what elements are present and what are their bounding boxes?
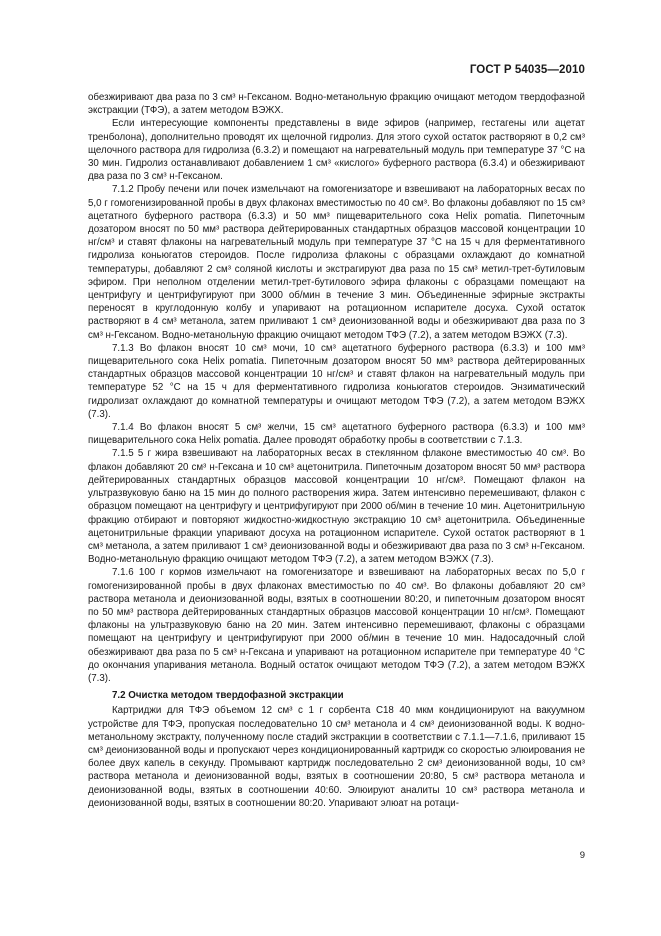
standard-header: ГОСТ Р 54035—2010 — [469, 64, 585, 76]
paragraph-0: обезжиривают два раза по 3 см³ н-Гексаном. Водно-метанольную фракцию очищают методом твердофазной экстракции (ТФЭ), а затем методом ВЭЖХ. — [88, 92, 585, 117]
paragraph-7-1-6: 7.1.6 100 г кормов измельчают на гомогенизаторе и взвешивают на лабораторных весах по 5,0 г гомогенизированной пробы в двух флаконах вместимостью по 40 см³. Во флаконы добавляют 20 см³ раствора метанола и деионизованной воды, взятых в соотношении 80:20, и пипеточным дозатором вносят по 50 мм³ раствора дейтерированных стандартных образцов массовой концентрации 10 нг/см³. Помещают флаконы на ультразвуковую баню на 20 мин. Затем интенсивно перемешивают, флаконы с образцами помещают на центрифугу и центрифугируют при 2000 об/мин в течение 10 мин. Надосадочный слой обезжиривают два раза по 5 см³ н-Гексана и упаривают на ротационном испарителе при температуре 40 °С до окончания упаривания метанола. Водный остаток очищают методом ТФЭ (7.2), а затем методом ВЭЖХ (7.3). — [88, 567, 585, 684]
paragraph-1: Если интересующие компоненты представлены в виде эфиров (например, гестагены или ацетат тренболона), дополнительно проводят их щелочной гидролиз. Для этого сухой остаток растворяют в 0,2 см³ щелочного раствора для гидролиза (6.3.2) и помещают на нагревательный модуль при температуре 37 °С на 30 мин. Гидролиз останавливают добавлением 1 см³ «кислого» буферного раствора (6.3.4) и обезжиривают два раза по 3 см³ н-Гексаном. — [88, 118, 585, 183]
paragraph-7-1-3: 7.1.3 Во флакон вносят 10 см³ мочи, 10 см³ ацетатного буферного раствора (6.3.3) и 100 мм³ пищеварительного сока Helix pomatia. Пипеточным дозатором вносят 50 мм³ раствора дейтерированных стандартных образцов массовой концентрации 10 нг/см³ и ставят флакон на нагревательный модуль при температуре 52 °С на 15 ч для ферментативного гидролиза коньюгатов стероидов. Энзиматический гидролизат охлаждают до комнатной температуры и очищают методом ТФЭ (7.2), а затем методом ВЭЖХ (7.3). — [88, 342, 585, 420]
section-heading: 7.2 Очистка методом твердофазной экстракции — [112, 690, 344, 702]
page-number: 9 — [579, 850, 585, 861]
paragraph-7-1-4: 7.1.4 Во флакон вносят 5 см³ желчи, 15 см³ ацетатного буферного раствора (6.3.3) и 100 мм³ пищеварительного сока Helix pomatia. Далее проводят обработку пробы в соответствии с 7.1.3. — [88, 422, 585, 447]
document-body — [88, 91, 585, 810]
paragraph-7-1-5: 7.1.5 5 г жира взвешивают на лабораторных весах в стеклянном флаконе вместимостью 40 см³. Во флакон добавляют 20 см³ н-Гексана и 10 см³ ацетонитрила. Пипеточным дозатором вносят 50 мм³ раствора дейтерированных стандартных образцов массовой концентрации 10 нг/см³. Помещают флакон на ультразвуковую баню на 15 мин до полного растворения жира. Затем интенсивно перемешивают, флакон с образцом помещают на центрифугу и центрифугируют при 2000 об/мин в течение 10 мин. Ацетонитрильную фракцию отбирают и повторяют жидкостно-жидкостную экстракцию 10 см³ ацетонитрила. Объединенные ацетонитрильные фракции упаривают досуха на ротационном испарителе. Сухой остаток растворяют в 1 см³ метанола, а затем приливают 1 см³ деионизованной воды и обезжиривают два раза по 3 см³ н-Гексаном. Водно-метанольную фракцию очищают методом ТФЭ (7.2), а затем методом ВЭЖХ (7.3). — [88, 448, 585, 566]
paragraph-7-2: Картриджи для ТФЭ объемом 12 см³ с 1 г сорбента С18 40 мкм кондиционируют на вакуумном устройстве для ТФЭ, пропуская последовательно 10 см³ метанола и 4 см³ деионизованной воды. К водно-метанольному экстракту, полученному после стадий экстракции в соответствии с 7.1.1—7.1.6, приливают 15 см³ деионизованной воды и пропускают через кондиционированный картридж со скоростью элюирования не более двух капель в секунду. Промывают картридж последовательно 2 см³ деионизованной воды, 10 см³ раствора метанола и деионизованной воды, взятых в соотношении 20:80, 5 см³ раствора метанола и деионизованной воды, взятых в соотношении 40:60. Элюируют аналиты 10 см³ раствора метанола и деионизованной воды, взятых в соотношении 80:20. Упаривают элюат на ротаци- — [88, 705, 585, 809]
paragraph-7-1-2: 7.1.2 Пробу печени или почек измельчают на гомогенизаторе и взвешивают на лабораторных весах по 5,0 г гомогенизированной пробы в двух флаконах вместимостью по 40 см³. Во флаконы добавляют по 15 см³ ацетатного буферного раствора (6.3.3) и 50 мм³ пищеварительного сока Helix pomatia. Пипеточным дозатором вносят по 50 мм³ раствора дейтерированных стандартных образцов массовой концентрации 10 нг/см³ и ставят флаконы на нагревательный модуль при температуре 37 °С на 15 ч для ферментативного гидролиза коньюгатов стероидов. После гидролиза флаконы с образцами охлаждают до комнатной температуры, добавляют 2 см³ соляной кислоты и экстрагируют два раза по 15 см³ метил-трет-бутиловым эфиром. При неполном отделении метил-трет-бутилового эфира флаконы с образцами помещают на центрифугу и центрифугируют при 3000 об/мин в течение 3 мин. Объединенные эфирные экстракты переносят в круглодонную колбу и упаривают на ротационном испарителе досуха. Сухой остаток растворяют в 4 см³ метанола, затем приливают 1 см³ деионизованной воды и обезжиривают два раза по 3 см³ н-Гексаном. Водно-метанольную фракцию очищают методом ТФЭ (7.2), а затем методом ВЭЖХ (7.3). — [88, 184, 585, 341]
